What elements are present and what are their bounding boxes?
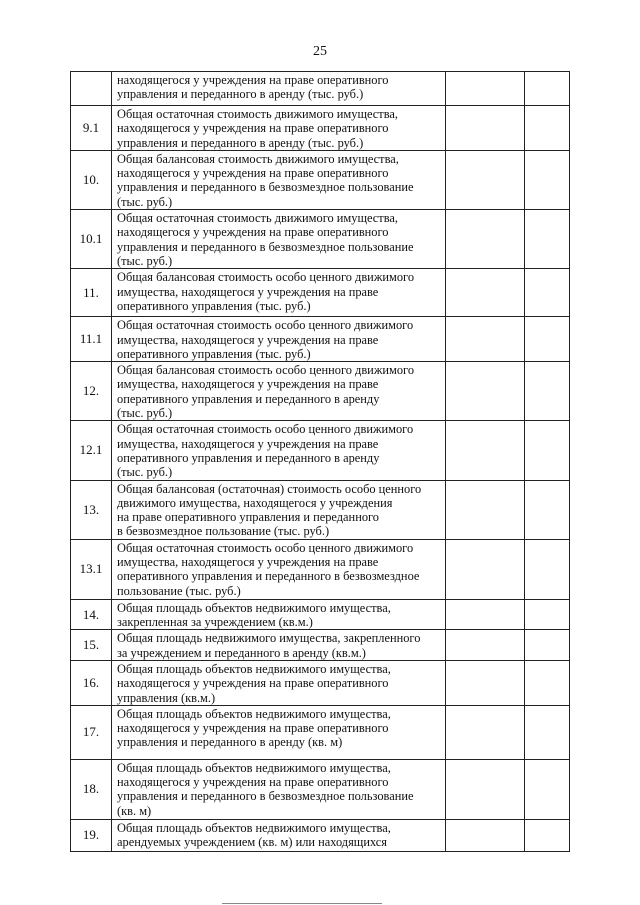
- description-line: Общая остаточная стоимость движимого имущества,: [117, 107, 399, 121]
- description-line: Общая остаточная стоимость особо ценного движимого: [117, 318, 414, 333]
- description-line: в безвозмездное пользование (тыс. руб.): [117, 524, 330, 539]
- row-number: 9.1: [71, 106, 112, 151]
- value-cell-1: [446, 72, 525, 106]
- row-number: 16.: [71, 660, 112, 705]
- value-cell-2: [525, 72, 570, 106]
- value-cell-2: [525, 630, 570, 661]
- value-cell-2: [525, 150, 570, 209]
- table-row: [71, 317, 570, 362]
- description-line: Общая площадь недвижимого имущества, закрепленного: [117, 631, 421, 646]
- table-row: [71, 210, 570, 269]
- description-line: имущества, находящегося у учреждения на праве: [117, 436, 379, 451]
- description-line: находящегося у учреждения на праве оперативного: [117, 721, 389, 736]
- description-line: (тыс. руб.): [117, 406, 173, 421]
- table-body: [71, 72, 570, 852]
- row-number: 11.1: [71, 317, 112, 362]
- description-line: находящегося у учреждения на праве оперативного: [117, 775, 389, 790]
- value-cell-1: [446, 539, 525, 599]
- description-line: Общая остаточная стоимость особо ценного движимого: [117, 540, 414, 555]
- row-description: [112, 539, 446, 599]
- table-row: [71, 269, 570, 317]
- row-number: [71, 72, 112, 106]
- description-line: оперативного управления (тыс. руб.): [117, 346, 311, 361]
- table-row: [71, 421, 570, 480]
- description-line: Общая площадь объектов недвижимого имущества,: [117, 600, 391, 615]
- value-cell-1: [446, 150, 525, 209]
- table-row: [71, 660, 570, 705]
- description-line: имущества, находящегося у учреждения на праве: [117, 555, 379, 570]
- description-line: находящегося у учреждения на праве оперативного: [117, 676, 389, 691]
- value-cell-1: [446, 705, 525, 759]
- description-line: находящегося у учреждения на праве оперативного: [117, 73, 389, 87]
- row-description: [112, 210, 446, 269]
- table-row: [71, 759, 570, 819]
- description-line: управления и переданного в безвозмездное пользование: [117, 239, 414, 254]
- value-cell-1: [446, 630, 525, 661]
- value-cell-2: [525, 210, 570, 269]
- description-line: Общая балансовая стоимость особо ценного движимого: [117, 363, 415, 378]
- row-description: [112, 630, 446, 661]
- description-line: имущества, находящегося у учреждения на праве: [117, 284, 379, 299]
- row-description: [112, 269, 446, 317]
- row-number: 10.1: [71, 210, 112, 269]
- bottom-rule: [222, 903, 382, 904]
- description-line: управления и переданного в аренду (тыс. руб.): [117, 87, 364, 102]
- row-description: [112, 819, 446, 851]
- value-cell-1: [446, 599, 525, 630]
- description-line: Общая площадь объектов недвижимого имущества,: [117, 820, 391, 835]
- table-row: [71, 480, 570, 539]
- description-line: закрепленная за учреждением (кв.м.): [117, 615, 313, 630]
- row-description: [112, 480, 446, 539]
- description-line: Общая остаточная стоимость движимого имущества,: [117, 211, 399, 226]
- description-line: имущества, находящегося у учреждения на праве: [117, 377, 379, 392]
- description-line: оперативного управления и переданного в безвозмездное: [117, 569, 420, 584]
- value-cell-1: [446, 421, 525, 480]
- value-cell-2: [525, 660, 570, 705]
- property-report-table: [70, 71, 570, 852]
- value-cell-1: [446, 106, 525, 151]
- row-description: [112, 705, 446, 759]
- value-cell-1: [446, 210, 525, 269]
- description-line: Общая балансовая (остаточная) стоимость особо ценного: [117, 481, 422, 496]
- row-description: [112, 106, 446, 151]
- value-cell-2: [525, 480, 570, 539]
- description-line: пользование (тыс. руб.): [117, 583, 241, 598]
- row-number: 10.: [71, 150, 112, 209]
- row-number: 12.: [71, 362, 112, 421]
- row-description: [112, 660, 446, 705]
- value-cell-1: [446, 362, 525, 421]
- table-row: [71, 630, 570, 661]
- description-line: (тыс. руб.): [117, 194, 173, 209]
- description-line: управления и переданного в безвозмездное пользование: [117, 180, 414, 195]
- value-cell-2: [525, 819, 570, 851]
- value-cell-1: [446, 759, 525, 819]
- description-line: оперативного управления и переданного в аренду: [117, 391, 380, 406]
- table-row: [71, 599, 570, 630]
- description-line: Общая остаточная стоимость особо ценного движимого: [117, 422, 414, 437]
- description-line: находящегося у учреждения на праве оперативного: [117, 166, 389, 181]
- value-cell-1: [446, 660, 525, 705]
- row-number: 19.: [71, 819, 112, 851]
- description-line: управления и переданного в аренду (кв. м): [117, 735, 343, 750]
- value-cell-2: [525, 421, 570, 480]
- description-line: на праве оперативного управления и переданного: [117, 510, 379, 525]
- page-number: 25: [313, 44, 327, 59]
- row-description: [112, 362, 446, 421]
- description-line: имущества, находящегося у учреждения на праве: [117, 332, 379, 347]
- row-description: [112, 759, 446, 819]
- row-number: 13.: [71, 480, 112, 539]
- description-line: движимого имущества, находящегося у учреждения: [117, 495, 393, 510]
- value-cell-2: [525, 106, 570, 151]
- row-description: [112, 72, 446, 106]
- value-cell-1: [446, 317, 525, 362]
- description-line: управления и переданного в аренду (тыс. руб.): [117, 135, 364, 150]
- description-line: Общая площадь объектов недвижимого имущества,: [117, 706, 391, 721]
- row-number: 11.: [71, 269, 112, 317]
- row-number: 15.: [71, 630, 112, 661]
- description-line: (кв. м): [117, 803, 152, 818]
- table-row: [71, 150, 570, 209]
- description-line: Общая балансовая стоимость особо ценного движимого: [117, 270, 415, 285]
- row-number: 17.: [71, 705, 112, 759]
- value-cell-1: [446, 819, 525, 851]
- description-line: (тыс. руб.): [117, 465, 173, 480]
- value-cell-2: [525, 269, 570, 317]
- description-line: Общая площадь объектов недвижимого имущества,: [117, 760, 391, 775]
- value-cell-2: [525, 362, 570, 421]
- description-line: управления и переданного в безвозмездное пользование: [117, 789, 414, 804]
- description-line: оперативного управления (тыс. руб.): [117, 298, 311, 313]
- description-line: за учреждением и переданного в аренду (кв.м.): [117, 645, 366, 660]
- value-cell-1: [446, 269, 525, 317]
- row-description: [112, 599, 446, 630]
- row-description: [112, 421, 446, 480]
- row-number: 12.1: [71, 421, 112, 480]
- value-cell-2: [525, 539, 570, 599]
- description-line: находящегося у учреждения на праве оперативного: [117, 225, 389, 240]
- table-row: [71, 705, 570, 759]
- table-row: [71, 72, 570, 106]
- table-row: [71, 362, 570, 421]
- table-row: [71, 106, 570, 151]
- description-line: находящегося у учреждения на праве оперативного: [117, 121, 389, 136]
- row-number: 14.: [71, 599, 112, 630]
- description-line: арендуемых учреждением (кв. м) или находящихся: [117, 835, 388, 850]
- value-cell-2: [525, 317, 570, 362]
- value-cell-1: [446, 480, 525, 539]
- row-number: 13.1: [71, 539, 112, 599]
- row-description: [112, 317, 446, 362]
- table-row: [71, 819, 570, 851]
- value-cell-2: [525, 759, 570, 819]
- table-row: [71, 539, 570, 599]
- description-line: Общая балансовая стоимость движимого имущества,: [117, 151, 399, 166]
- description-line: управления (кв.м.): [117, 690, 216, 705]
- description-line: оперативного управления и переданного в аренду: [117, 450, 380, 465]
- value-cell-2: [525, 599, 570, 630]
- value-cell-2: [525, 705, 570, 759]
- row-description: [112, 150, 446, 209]
- description-line: Общая площадь объектов недвижимого имущества,: [117, 661, 391, 676]
- description-line: (тыс. руб.): [117, 253, 173, 268]
- row-number: 18.: [71, 759, 112, 819]
